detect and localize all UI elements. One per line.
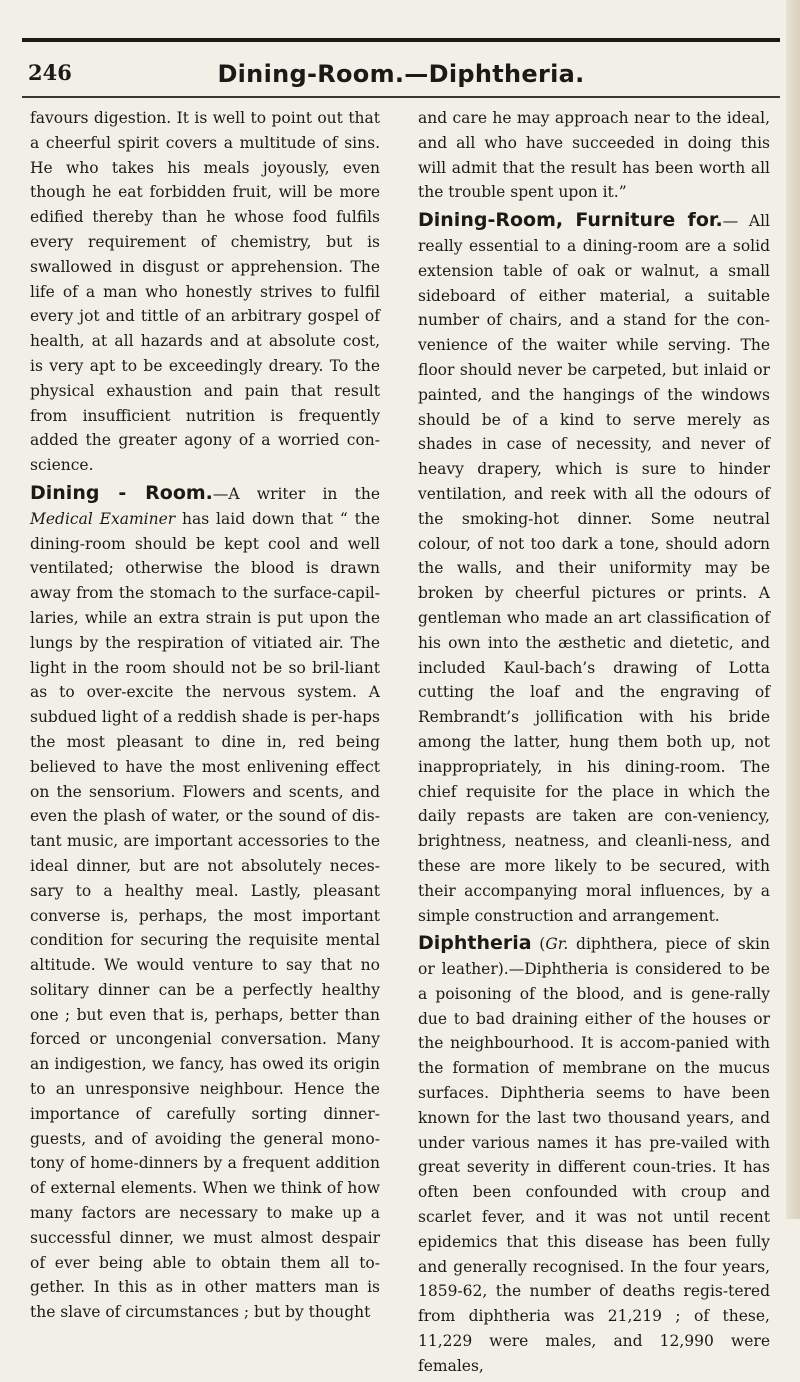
running-title: Dining-Room.—Diphtheria. (217, 60, 585, 88)
paragraph-furniture (418, 208, 770, 928)
entry-heading-diphtheria: Diphtheria (418, 932, 532, 955)
etymology-language: Gr. (545, 935, 569, 954)
paragraph-continued: favours digestion. It is well to point out that a cheerful spirit covers a multitude of sins. He who takes his meals joyously, even though he eat forbidden fruit, will be more edified thereby than he whose food fulfils every requirement of chemistry, but is swallowed in disgust or apprehension. The life of a man who honestly strives to fulfil every jot and tittle of an arbitrary gospel of health, at all hazards and at absolute cost, is very apt to be exceedingly dreary. To the physical exhaustion and pain that result from insufficient nutrition is frequently added the greater agony of a worried con-science. (30, 109, 380, 475)
left-column (30, 106, 380, 1328)
right-column (418, 106, 770, 1382)
entry-heading-furniture: Dining-Room, Furniture for. (418, 209, 723, 232)
top-rule (22, 38, 780, 42)
entry-heading-dining-room: Dining - Room. (30, 481, 213, 504)
etymology-rest: diphthera, piece of skin or leather). (418, 935, 770, 979)
paragraph-dining-room (30, 481, 380, 1325)
paragraph-quote-end: and care he may approach near to the ideal, and all who have succeeded in doing this will admit that the result has been worth all the trouble spent upon it.” (418, 109, 770, 202)
journal-title: Medical Examiner (30, 509, 176, 528)
dining-room-intro: —A writer in the (212, 484, 380, 503)
page-edge-shadow (786, 0, 800, 1219)
page-number: 246 (28, 60, 72, 85)
furniture-body: — All really essential to a dining-room are a solid extension table of oak or walnut, a small sideboard of either material, a suitable number of chairs, and a stand for the con-venience of the waiter while serving. The floor should never be carpeted, but inlaid or painted, and the hangings of the windows should be of a kind to serve merely as shades in case of necessity, and never of heavy drapery, which is sure to hinder ventilation, and reek with all the odours of the smoking-hot dinner. Some neutral colour, of not too dark a tone, should adorn the walls, and their uniformity may be broken by cheerful pictures or prints. A gentleman who made an art classification of his own into the æsthetic and dietetic, and included Kaul-bach’s drawing of Lotta cutting the loaf and the engraving of Rembrandt’s jollification with his bride among the latter, hung them both up, not inappropriately, in his dining-room. The chief requisite for the place in which the daily repasts are taken are con-veniency, brightness, neatness, and cleanli-ness, and these are more likely to be secured, with their accompanying moral influences, by a simple construction and arrangement. (418, 212, 770, 925)
header-rule (22, 96, 780, 98)
page-header (22, 60, 780, 100)
paragraph-diphtheria (418, 931, 770, 1378)
diphtheria-body: —Diphtheria is considered to be a poisoning of the blood, and is gene-rally due to bad draining either of the houses or the neighbourhood. It is accom-panied with the formation of membrane on the mucus surfaces. Diphtheria seems to have been known for the last two thousand years, and under various names it has pre-vailed with great severity in different coun-tries. It has often been confounded with croup and scarlet fever, and it was not until recent epidemics that this disease has been fully and generally recognised. In the four years, 1859-62, the number of deaths regis-tered from diphtheria was 21,219 ; of these, 11,229 were males, and 12,990 were females, (418, 960, 770, 1375)
etymology-open: ( (531, 935, 546, 954)
dining-room-body: has laid down that “ the dining-room should be kept cool and well ventilated; otherwise the blood is drawn away from the stomach to the surface-capil-laries, while an extra strain is put upon the lungs by the respiration of vitiated air. The light in the room should not be so bril-liant as to over-excite the nervous system. A subdued light of a reddish shade is per-haps the most pleasant to dine in, red being believed to have the most enlivening effect on the sensorium. Flowers and scents, and even the plash of water, or the sound of dis-tant music, are important accessories to the ideal dinner, but are not absolutely neces-sary to a healthy meal. Lastly, pleasant converse is, perhaps, the most important condition for securing the requisite mental altitude. We would venture to say that no solitary dinner can be a perfectly healthy one ; but even that is, perhaps, better than forced or uncongenial conversation. Many an indigestion, we fancy, has owed its origin to an unresponsive neighbour. Hence the importance of carefully sorting dinner-guests, and of avoiding the general mono-tony of home-dinners by a frequent addition of external elements. When we think of how many factors are necessary to make up a successful dinner, we must almost despair of ever being able to obtain them all to-gether. In this as in other matters man is the slave of circumstances ; but by thought (30, 509, 381, 1322)
